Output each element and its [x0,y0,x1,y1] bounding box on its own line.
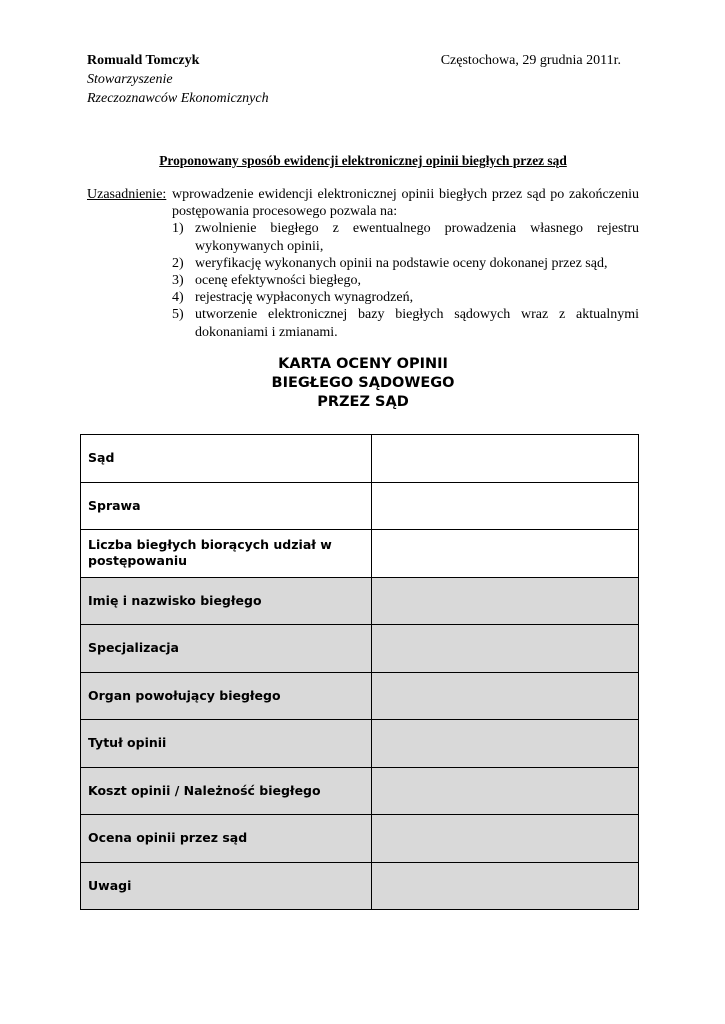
row-value-expert-count[interactable] [372,530,639,578]
row-value-court[interactable] [372,435,639,483]
list-item-number: 5) [172,307,184,323]
card-title-line-3: PRZEZ SĄD [317,394,409,410]
table-row [81,862,639,910]
table-row [81,482,639,530]
author-name: Romuald Tomczyk [87,53,200,68]
row-label-court: Sąd [81,435,372,483]
table-row [81,625,639,673]
table-row [81,530,639,578]
list-item [172,272,639,289]
card-title-line-1: KARTA OCENY OPINII [278,356,448,372]
row-value-opinion-cost[interactable] [372,767,639,815]
table-row [81,767,639,815]
list-item-number: 1) [172,221,184,237]
justification-body [172,186,639,341]
row-label-opinion-cost: Koszt opinii / Należność biegłego [81,767,372,815]
row-value-case[interactable] [372,482,639,530]
table-row [81,435,639,483]
row-value-court-rating[interactable] [372,815,639,863]
table-row [81,815,639,863]
row-value-appointing-body[interactable] [372,672,639,720]
list-item [172,289,639,306]
list-item-text: zwolnienie biegłego z ewentualnego prowadzenia własnego rejestru wykonywanych opinii, [195,221,639,254]
row-label-expert-name: Imię i nazwisko biegłego [81,577,372,625]
list-item-number: 2) [172,255,184,271]
organization-line-1: Stowarzyszenie [87,72,173,87]
list-item-text: utworzenie elektronicznej bazy biegłych sądowych wraz z aktualnymi dokonaniami i zmianami. [195,307,639,340]
document-subject: Proponowany sposób ewidencji elektronicznej opinii biegłych przez sąd [159,153,567,168]
reasons-list [172,220,639,340]
card-title [87,355,639,412]
author-block [87,51,269,108]
card-title-line-2: BIEGŁEGO SĄDOWEGO [271,375,455,391]
list-item [172,255,639,272]
row-label-specialization: Specjalizacja [81,625,372,673]
row-value-specialization[interactable] [372,625,639,673]
table-row [81,720,639,768]
row-value-expert-name[interactable] [372,577,639,625]
list-item-text: rejestrację wypłaconych wynagrodzeń, [195,290,414,306]
row-label-expert-count: Liczba biegłych biorących udział w postępowaniu [81,530,372,578]
list-item-text: weryfikację wykonanych opinii na podstawie oceny dokonanej przez sąd, [195,255,608,271]
evaluation-card-table [80,434,639,910]
table-row [81,577,639,625]
organization-line-2: Rzeczoznawców Ekonomicznych [87,91,269,106]
justification-intro: wprowadzenie ewidencji elektronicznej opinii biegłych przez sąd po zakończeniu postępowania procesowego pozwala na: [172,187,639,220]
justification-label: Uzasadnienie: [87,187,167,202]
list-item [172,306,639,340]
row-label-opinion-title: Tytuł opinii [81,720,372,768]
row-label-appointing-body: Organ powołujący biegłego [81,672,372,720]
list-item [172,220,639,254]
list-item-text: ocenę efektywności biegłego, [195,273,361,289]
list-item-number: 3) [172,273,184,289]
table-row [81,672,639,720]
list-item-number: 4) [172,290,184,306]
row-value-remarks[interactable] [372,862,639,910]
place-date: Częstochowa, 29 grudnia 2011r. [440,53,621,68]
row-label-remarks: Uwagi [81,862,372,910]
row-value-opinion-title[interactable] [372,720,639,768]
row-label-court-rating: Ocena opinii przez sąd [81,815,372,863]
row-label-case: Sprawa [81,482,372,530]
